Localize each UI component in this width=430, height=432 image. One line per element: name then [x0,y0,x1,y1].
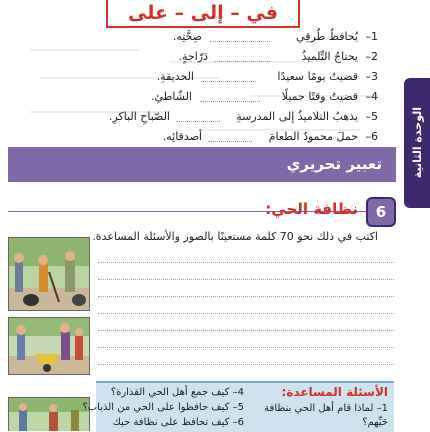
blank-line [176,121,220,122]
row-stem: قضيتُ وقتًا جميلًا [281,90,358,103]
writing-section-label: تعبير تحريري [286,155,382,173]
exercise-row [70,47,378,67]
illustration-wheelbarrow [8,317,90,375]
row-stem: يحتاجُ التِّلميذُ [301,50,358,63]
writing-line[interactable] [98,330,394,331]
row-number: 4– [365,90,378,103]
row-stem: يُحافظُ طُرقِي [296,30,358,43]
row-number: 3– [365,70,378,83]
blank-line [208,141,252,142]
prepositions-box [106,0,300,28]
row-fill: أصدقائِه. [162,130,202,143]
writing-line[interactable] [98,364,394,365]
illustration-wheelbarrow-art [9,318,89,374]
writing-line[interactable] [98,279,394,280]
row-number: 1– [365,30,378,43]
exercise-row [70,27,378,47]
question-item: 4– كيف جمع أهل الحي القذارة؟ [110,387,244,398]
exercise-row [70,127,378,147]
writing-instruction: اكتب في ذلك نحو 70 كلمة مستعينًا بالصور والأسئلة المساعدة. [92,230,378,243]
exercise-row [70,67,378,87]
helper-questions-title: الأسئلة المساعدة: [281,385,388,399]
blank-line [215,61,270,62]
illustration-neighbors-art [9,398,89,431]
row-fill: الصّباحِ الباكرِ. [108,110,170,123]
illustration-neighbors [8,397,90,431]
row-fill: الحديقةِ. [156,70,194,83]
unit-side-tab [404,78,430,208]
row-stem: يذهبُ التلاميذُ إلى المدرسةِ [236,110,358,123]
question-item: 6– كيف تحافظ على نظافة حيك [112,417,244,428]
writing-line[interactable] [98,262,394,263]
exercise-row [70,107,378,127]
section-number-badge [366,197,396,227]
writing-line[interactable] [98,347,394,348]
helper-questions-box [82,381,394,432]
question-item: 5– كيف حافظوا على الحي من الذباب؟ [82,402,244,413]
row-fill: دَرّاجةٍ. [178,50,208,63]
prepositions-text: في – إلى – على [128,2,278,24]
row-stem: قضيتُ يومًا سعيدًا [277,70,358,83]
illustration-cleaning-street [8,237,90,311]
exercise-row [70,87,378,107]
section-number: 6 [375,203,387,221]
unit-side-tab-label: الوحدة الثانية [410,107,424,179]
row-number: 2– [365,50,378,63]
row-stem: حملَ محمودٌ الطعامَ [268,130,358,143]
writing-line[interactable] [98,313,394,314]
row-number: 5– [365,110,378,123]
row-fill: الشّاطئِ. [151,90,192,103]
row-fill: صِحَّتِه. [172,30,202,43]
row-number: 6– [365,130,378,143]
section-title: نظافة الحي: [265,200,358,218]
blank-line [201,81,256,82]
writing-section-band [8,147,396,182]
question-item: حَيِّهم؟ [362,417,388,428]
blank-line [200,101,260,102]
blank-line [210,41,270,42]
illustration-cleaning-street-art [9,238,89,310]
writing-line[interactable] [98,296,394,297]
question-item: 1– لماذا قام أهل الحي بنظافة [264,403,388,414]
